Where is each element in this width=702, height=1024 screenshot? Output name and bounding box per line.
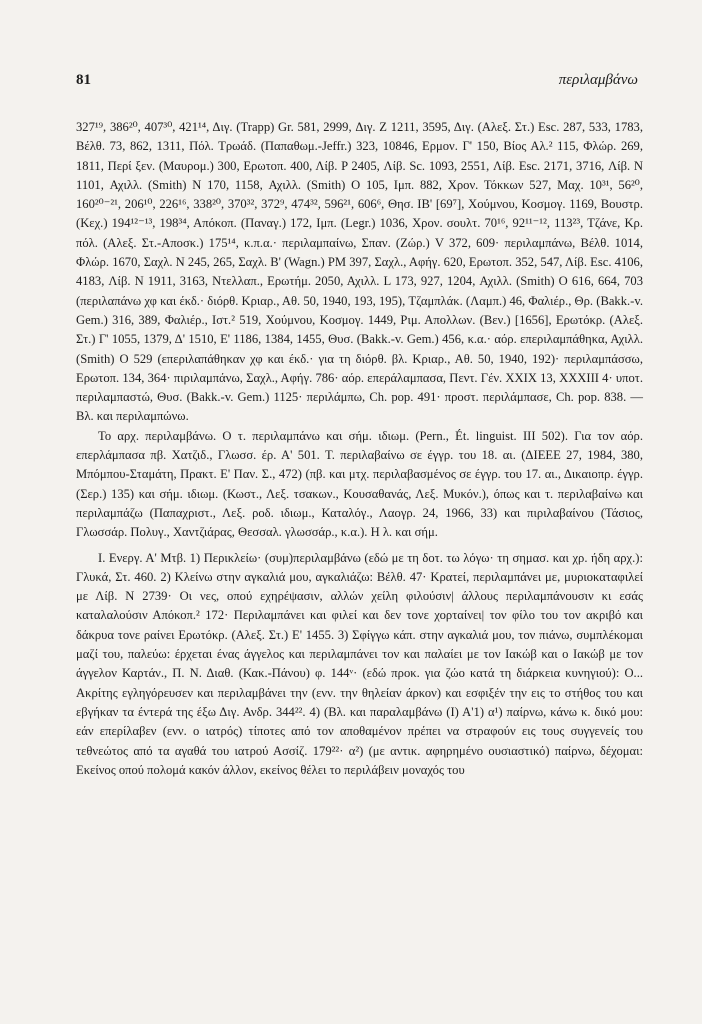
citations-paragraph: 327¹⁹, 386²⁰, 407³⁰, 421¹⁴, Διγ. (Trapp) Gr. 581, 2999, Διγ. Ζ 1211, 3595, Διγ. (Αλεξ. Στ.) Esc. 287, 533, 1783, Βέλθ. 73, 862, 1311, Πόλ. Τρωάδ. (Παπαθωμ.-Jeffr.) 323, 10846, Ερμον. Γ' 150, Βίος Αλ.² 115, Φλώρ. 269, 1811, Περί ξεν. (Μαυρομ.) 300, Ερωτοπ. 400, Λίβ. P 2405, Λίβ. Sc. 1093, 2551, Λίβ. Esc. 2171, 3716, Λίβ. N 1101, Αχιλλ. (Smith) N 170, 1158, Αχιλλ. (Smith) O 105, Ιμπ. 882, Χρον. Τόκκων 527, Μαχ. 10³¹, 56²⁰, 160²⁰⁻²¹, 206¹⁰, 226¹⁶, 338²⁰, 370³², 372⁹, 474³², 596²¹, 606⁶, Θησ. ΙΒ' [69⁷], Χούμνου, Κοσμογ. 1169, Βουστρ. (Κεχ.) 194¹²⁻¹³, 198³⁴, Απόκοπ. (Παναγ.) 172, Ιμπ. (Legr.) 1036, Χρον. σουλτ. 70¹⁶, 92¹¹⁻¹², 113²³, Τζάνε, Κρ. πόλ. (Αλεξ. Στ.-Αποσκ.) 175¹⁴, κ.π.α.· περιλαμπαίνω, Σπαν. (Ζώρ.) V 372, 609· περιλαμπάνω, Βέλθ. 1014, Φλώρ. 1670, Σαχλ. N 245, 265, Σαχλ. Β' (Wagn.) PM 397, Σαχλ., Αφήγ. 620, Ερωτοπ. 352, 547, Λίβ. Esc. 4106, 4183, Λίβ. N 1911, 3163, Ντελλαπ., Ερωτήμ. 2050, Αχιλλ. L 173, 927, 1204, Αχιλλ. (Smith) O 616, 664, 703 (περιλαπάνω χφ και έκδ.· διόρθ. Κριαρ., Αθ. 50, 1940, 193, 195), Τζαμπλάκ. (Λαμπ.) 46, Φαλιέρ., Θρ. (Bakk.-v. Gem.) 316, 389, Φαλιέρ., Ιστ.² 519, Χούμνου, Κοσμογ. 1449, Ριμ. Απολλων. (Βεν.) [1656], Ερωτόκρ. (Αλεξ. Στ.) Γ' 1055, 1379, Δ' 1510, Ε' 1186, 1384, 1455, Θυσ. (Bakk.-v. Gem.) 456, κ.α.· αόρ. επεριλαμπάθηκα, Αχιλλ. (Smith) O 529 (επεριλαπάθηκαν χφ και έκδ.· για τη διόρθ. βλ. Κριαρ., Αθ. 50, 1940, 192)· περιλαμπάσσω, Ερωτοπ. 134, 364· πιριλαμπάνω, Σαχλ., Αφήγ. 786· αόρ. επεράλαμπασα, Πεντ. Γέν. XXIX 13, XXXIII 4· υποτ. περιλαμπαστώ, Θυσ. (Bakk.-v. Gem.) 1125· περιλάμπω, Ch. pop. 491· προστ. περιλάμπασε, Ch. pop. 838. — Βλ. και περιλαμπώνω.	[76, 120, 643, 424]
meanings-paragraph: Ι. Ενεργ. Α' Μτβ. 1) Περικλείω· (συμ)περιλαμβάνω (εδώ με τη δοτ. τω λόγω· τη σημασ. και χρ. ήδη αρχ.): Γλυκά, Στ. 460. 2) Κλείνω στην αγκαλιά μου, αγκαλιάζω: Βέλθ. 47· Κρατεί, περιλαμπάνει με, μυριοκαταφιλεί με Λίβ. N 2739· Οι νες, οπού εχηρέψασιν, αλλών χείλη φιλούσιν| άλλους περιλαμπάνουσιν κι εσάς καταλαλούσιν Απόκοπ.² 172· Περιλαμπάνει και φιλεί και δεν τονε χορταίνει| τον φίλο του τον ακριβό και δάκρυα τονε ραίνει Ερωτόκρ. (Αλεξ. Στ.) Ε' 1455. 3) Σφίγγω κάπ. στην αγκαλιά μου, τον πιάνω, συμπλέκομαι μαζί του, παλεύω: έρχεται ένας άγγελος και περιλαμπάνει τον και παλαίει με τον Ιακώβ και ο Ιακώβ με τον άγγελον Καρτάν., Π. Ν. Διαθ. (Κακ.-Πάνου) φ. 144ᵛ· (εδώ προκ. για ζώο κατά τη διάρκεια κυνηγιού): Ο... Ακρίτης εγληγόρευσεν και περιλαμβάνει την (ενν. την θηλείαν άρκον) και εσφιξέν την εις το στήθος του και εβγήκαν τα έντερά της έξω Διγ. Ανδρ. 344²². 4) (Βλ. και παραλαμβάνω (Ι) Α'1) α¹) παίρνω, κάνω κ. δικό μου: εάν επερίλαβεν (ενν. ο ιατρός) τίποτες από τον αποθαμένον πρέπει να στραφούν εις τους συγγενείς του τεθνεώτος από τα αγαθά του ιατρού Ασσίζ. 179²²· α²) (με αντικ. αφηρημένο ουσιαστικό) παίρνω, δέχομαι: Εκείνος οπού πολομά κακόν άλλον, εκείνος θέλει το περιλάβειν μοναχός του	[76, 550, 643, 777]
etymology-paragraph: Το αρχ. περιλαμβάνω. Ο τ. περιλαμπάνω και σήμ. ιδιωμ. (Pern., Ét. linguist. III 502). Για τον αόρ. επερλάμπασα πβ. Χατζιδ., Γλωσσ. έρ. Α' 501. Τ. περιλαβαίνω σε έγγρ. του 18. αι. (ΔΙΕΕΕ 27, 1984, 380, Μπόμπου-Σταμάτη, Πρακτ. Ε' Παν. Σ., 472) (πβ. και μτχ. περιλαβασμένος σε έγγρ. του 17. αι., Δικαιοπρ. έγγρ. (Σερ.) 135) και σήμ. ιδιωμ. (Κωστ., Λεξ. τσακων., Κουσαθανάς, Λεξ. Μυκόν.), όπως και τ. περιλαβαίνω και περιλαμπάζω (Παπαχριστ., Λεξ. ροδ. ιδιωμ., Καταλόγ., Λαογρ. 24, 1966, 33) και πιριλαβαίνου (Τάσιος, Γλωσσάρ. Πολυγ., Χαντζιάρας, Θεσσαλ. γλωσσάρ., κ.α.). Η λ. και σήμ.	[76, 428, 643, 540]
page-number: 81	[76, 72, 91, 88]
running-head: περιλαμβάνω	[558, 72, 638, 88]
entry-body	[76, 118, 643, 780]
